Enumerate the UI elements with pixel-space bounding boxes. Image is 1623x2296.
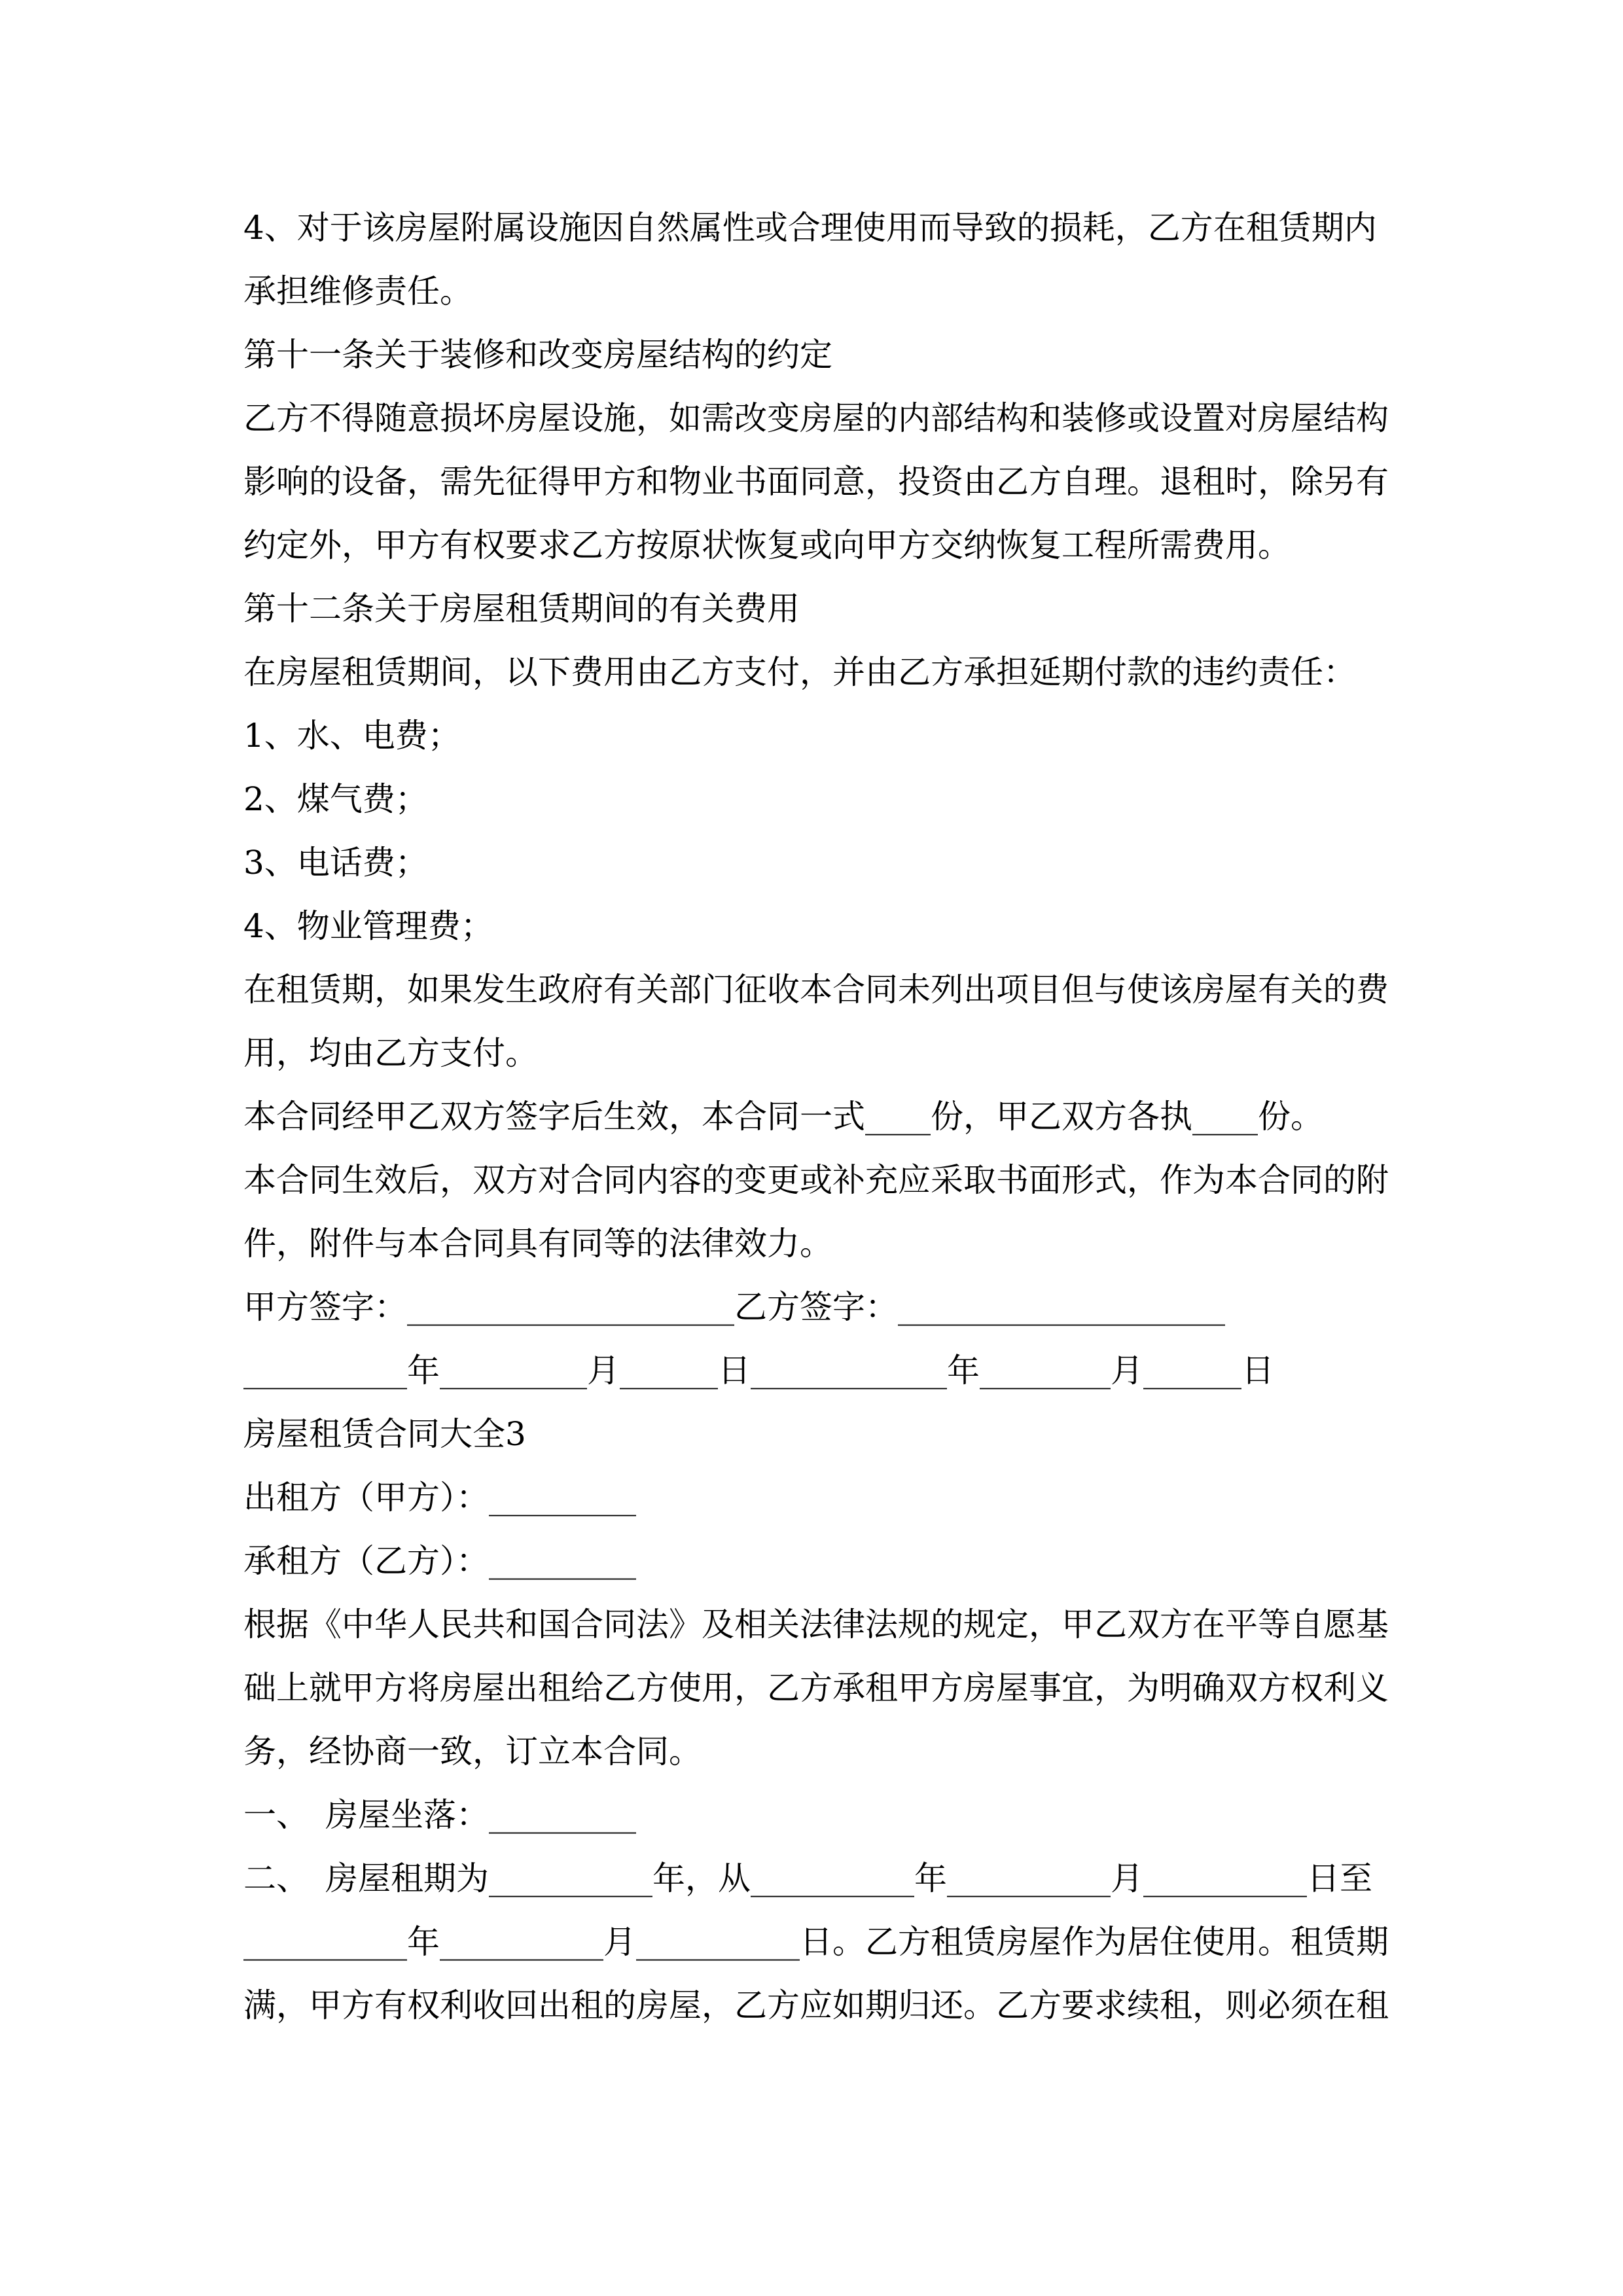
extra-fees-line2: 用，均由乙方支付。 xyxy=(243,1034,538,1072)
item2-lease-term-line2: __________年__________月__________日。乙方租赁房屋作为居住使用。租赁期 xyxy=(243,1923,1389,1961)
fee-item-3: 3、电话费； xyxy=(243,844,428,882)
lessee-party-line: 承租方（乙方）：_________ xyxy=(243,1542,636,1580)
clause12-intro: 在房屋租赁期间，以下费用由乙方支付，并由乙方承担延期付款的违约责任： xyxy=(243,653,1356,691)
clause11-body-line1: 乙方不得随意损坏房屋设施，如需改变房屋的内部结构和装修或设置对房屋结构 xyxy=(243,399,1389,437)
item2-lease-term-line1: 二、 房屋租期为__________年，从__________年__________月__________日至 xyxy=(243,1859,1372,1897)
item2-lease-term-line3: 满，甲方有权利收回出租的房屋，乙方应如期归还。乙方要求续租，则必须在租 xyxy=(243,1986,1389,2024)
clause11-body-line3: 约定外，甲方有权要求乙方按原状恢复或向甲方交纳恢复工程所需费用。 xyxy=(243,526,1291,564)
clause10-item4-line2: 承担维修责任。 xyxy=(243,272,473,310)
extra-fees-line1: 在租赁期，如果发生政府有关部门征收本合同未列出项目但与使该房屋有关的费 xyxy=(243,971,1389,1009)
contract-text-block xyxy=(243,196,1395,2037)
preamble-line2: 础上就甲方将房屋出租给乙方使用，乙方承租甲方房屋事宜，为明确双方权利义 xyxy=(243,1669,1389,1707)
fee-item-2: 2、煤气费； xyxy=(243,780,428,818)
clause12-heading: 第十二条关于房屋租赁期间的有关费用 xyxy=(243,590,800,628)
clause10-item4-line1: 4、对于该房屋附属设施因自然属性或合理使用而导致的损耗，乙方在租赁期内 xyxy=(243,209,1377,247)
contract3-section-title: 房屋租赁合同大全3 xyxy=(243,1415,526,1453)
date-row: __________年_________月______日____________年________月______日 xyxy=(243,1352,1274,1390)
preamble-line3: 务，经协商一致，订立本合同。 xyxy=(243,1732,702,1770)
fee-item-4: 4、物业管理费； xyxy=(243,907,493,945)
lessor-party-line: 出租方（甲方）：_________ xyxy=(243,1479,636,1516)
amendment-line1: 本合同生效后，双方对合同内容的变更或补充应采取书面形式，作为本合同的附 xyxy=(243,1161,1389,1199)
amendment-line2: 件，附件与本合同具有同等的法律效力。 xyxy=(243,1225,832,1263)
clause11-heading: 第十一条关于装修和改变房屋结构的约定 xyxy=(243,336,832,374)
copies-effectiveness-line: 本合同经甲乙双方签字后生效，本合同一式____份，甲乙双方各执____份。 xyxy=(243,1098,1323,1136)
item1-house-location: 一、 房屋坐落：_________ xyxy=(243,1796,636,1834)
clause11-body-line2: 影响的设备，需先征得甲方和物业书面同意，投资由乙方自理。退租时，除另有 xyxy=(243,463,1389,501)
preamble-line1: 根据《中华人民共和国合同法》及相关法律法规的规定，甲乙双方在平等自愿基 xyxy=(243,1605,1389,1643)
fee-item-1: 1、水、电费； xyxy=(243,717,461,755)
signature-row: 甲方签字：____________________乙方签字：____________________ xyxy=(243,1288,1225,1326)
